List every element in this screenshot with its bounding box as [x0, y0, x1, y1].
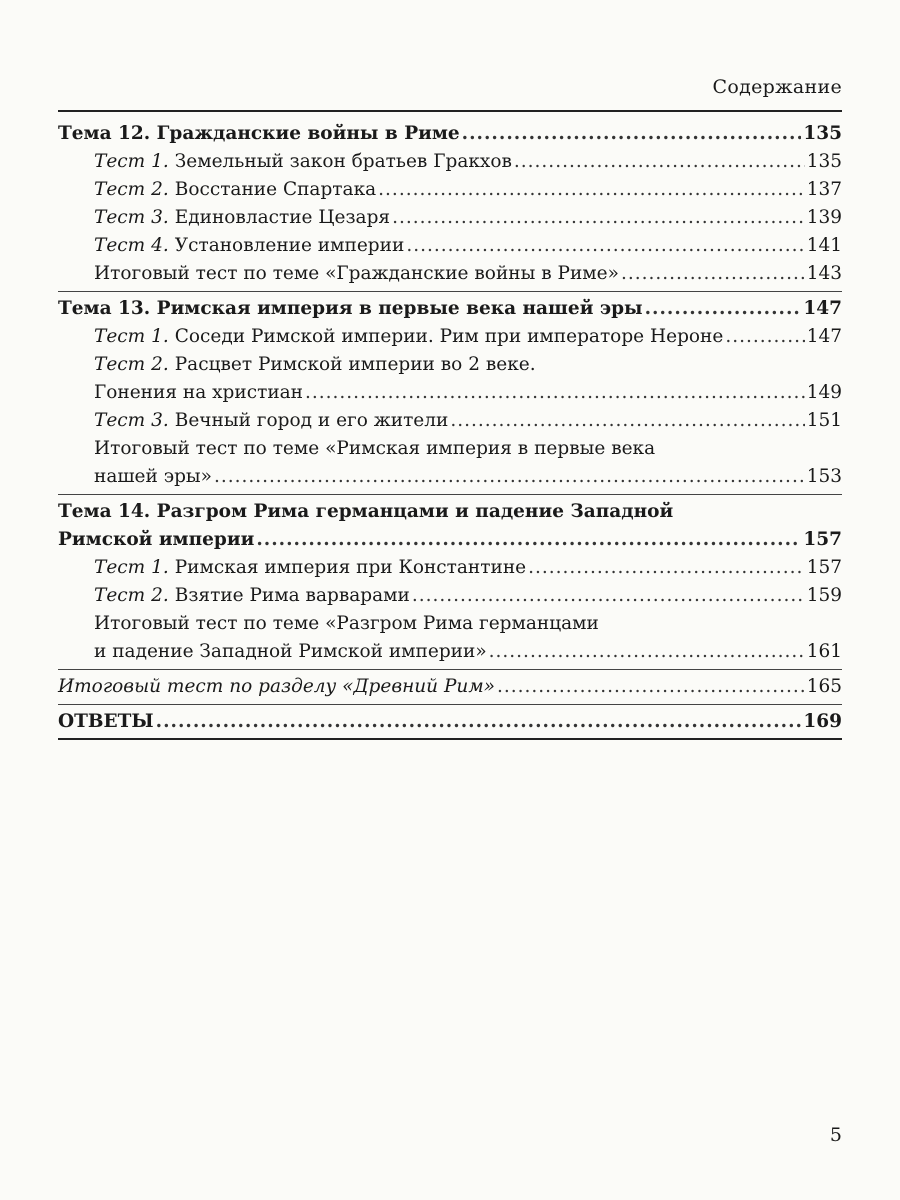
- toc-test[interactable]: [58, 323, 842, 351]
- toc-page: 159: [806, 585, 842, 606]
- toc-test[interactable]: [58, 148, 842, 176]
- toc-answers[interactable]: [58, 708, 842, 736]
- toc-leader: [725, 323, 804, 351]
- toc-title: Тема 13. Римская империя в первые века нашей эры: [58, 298, 643, 319]
- toc-final-test-continuation[interactable]: [58, 463, 842, 491]
- toc-final-test[interactable]: [58, 610, 842, 638]
- toc-test[interactable]: [58, 232, 842, 260]
- toc-page: 169: [803, 711, 842, 732]
- toc-title: ОТВЕТЫ: [58, 711, 154, 732]
- toc-leader: [514, 148, 805, 176]
- toc-page: 143: [806, 263, 842, 284]
- toc-title: Земельный закон братьев Гракхов: [174, 151, 512, 172]
- toc-test[interactable]: [58, 407, 842, 435]
- toc-title: Соседи Римской империи. Рим при императоре Нероне: [174, 326, 724, 347]
- toc-topic-12[interactable]: [58, 120, 842, 148]
- toc-title: Тема 14. Разгром Рима германцами и падение Западной: [58, 501, 674, 522]
- toc-page: 161: [806, 641, 842, 662]
- toc-test[interactable]: [58, 351, 842, 379]
- toc-leader: [378, 176, 805, 204]
- toc-title: Итоговый тест по теме «Гражданские войны в Риме»: [94, 263, 619, 284]
- toc-test[interactable]: [58, 554, 842, 582]
- toc-title: Взятие Рима варварами: [174, 585, 410, 606]
- toc-title: Итоговый тест по теме «Разгром Рима германцами: [94, 613, 599, 634]
- toc-divider: [58, 291, 842, 292]
- toc-title: Восстание Спартака: [174, 179, 377, 200]
- toc-leader: [256, 526, 801, 554]
- toc-title: Вечный город и его жители: [174, 410, 449, 431]
- toc-page: 147: [803, 298, 842, 319]
- toc-section-final-test[interactable]: [58, 673, 842, 701]
- toc-page: 135: [803, 123, 842, 144]
- toc-test-label: Тест 1.: [94, 326, 169, 347]
- toc-leader: [214, 463, 805, 491]
- toc-title-continuation: Гонения на христиан: [94, 382, 304, 403]
- toc-title-continuation: нашей эры»: [94, 466, 212, 487]
- toc-test-label: Тест 2.: [94, 585, 169, 606]
- toc-test[interactable]: [58, 204, 842, 232]
- toc-topic-14[interactable]: [58, 498, 842, 526]
- table-of-contents: [58, 120, 842, 742]
- toc-leader: [462, 120, 802, 148]
- toc-leader: [450, 407, 804, 435]
- toc-test[interactable]: [58, 582, 842, 610]
- toc-title: Установление империи: [174, 235, 405, 256]
- toc-title: Единовластие Цезаря: [174, 207, 391, 228]
- toc-leader: [156, 708, 802, 736]
- toc-leader: [412, 582, 805, 610]
- toc-page: 135: [806, 151, 842, 172]
- toc-test-label: Тест 2.: [94, 179, 169, 200]
- toc-leader: [305, 379, 805, 407]
- toc-divider: [58, 669, 842, 670]
- toc-leader: [489, 638, 805, 666]
- toc-test-label: Тест 3.: [94, 410, 169, 431]
- toc-page: 139: [806, 207, 842, 228]
- toc-leader: [497, 673, 805, 701]
- toc-leader: [528, 554, 805, 582]
- toc-leader: [621, 260, 805, 288]
- header-title: Содержание: [712, 76, 842, 98]
- toc-page: 149: [806, 382, 842, 403]
- toc-title-continuation: Римской империи: [58, 529, 255, 550]
- toc-test-label: Тест 2.: [94, 354, 169, 375]
- toc-page: 141: [806, 235, 842, 256]
- toc-page: 153: [806, 466, 842, 487]
- toc-test-label: Тест 4.: [94, 235, 169, 256]
- toc-test[interactable]: [58, 176, 842, 204]
- toc-topic-13[interactable]: [58, 295, 842, 323]
- toc-page: 157: [806, 557, 842, 578]
- toc-final-test-continuation[interactable]: [58, 638, 842, 666]
- toc-title: Итоговый тест по теме «Римская империя в первые века: [94, 438, 656, 459]
- toc-title: Римская империя при Константине: [174, 557, 527, 578]
- toc-topic-14-continuation[interactable]: [58, 526, 842, 554]
- toc-final-test[interactable]: [58, 260, 842, 288]
- toc-test-label: Тест 1.: [94, 557, 169, 578]
- toc-page: 151: [806, 410, 842, 431]
- header-rule: [58, 110, 842, 112]
- toc-title-continuation: и падение Западной Римской империи»: [94, 641, 487, 662]
- toc-leader: [392, 204, 805, 232]
- toc-leader: [406, 232, 804, 260]
- toc-page: 137: [806, 179, 842, 200]
- toc-final-test[interactable]: [58, 435, 842, 463]
- toc-page: 147: [806, 326, 842, 347]
- toc-divider: [58, 704, 842, 705]
- toc-title: Тема 12. Гражданские войны в Риме: [58, 123, 460, 144]
- toc-page: 165: [806, 676, 842, 697]
- toc-title: Итоговый тест по разделу «Древний Рим»: [58, 676, 495, 697]
- toc-bottom-rule: [58, 738, 842, 740]
- toc-test-continuation[interactable]: [58, 379, 842, 407]
- toc-divider: [58, 494, 842, 495]
- toc-test-label: Тест 1.: [94, 151, 169, 172]
- toc-leader: [645, 295, 802, 323]
- toc-test-label: Тест 3.: [94, 207, 169, 228]
- page-number: 5: [829, 1124, 842, 1146]
- toc-page: 157: [803, 529, 842, 550]
- toc-title: Расцвет Римской империи во 2 веке.: [174, 354, 536, 375]
